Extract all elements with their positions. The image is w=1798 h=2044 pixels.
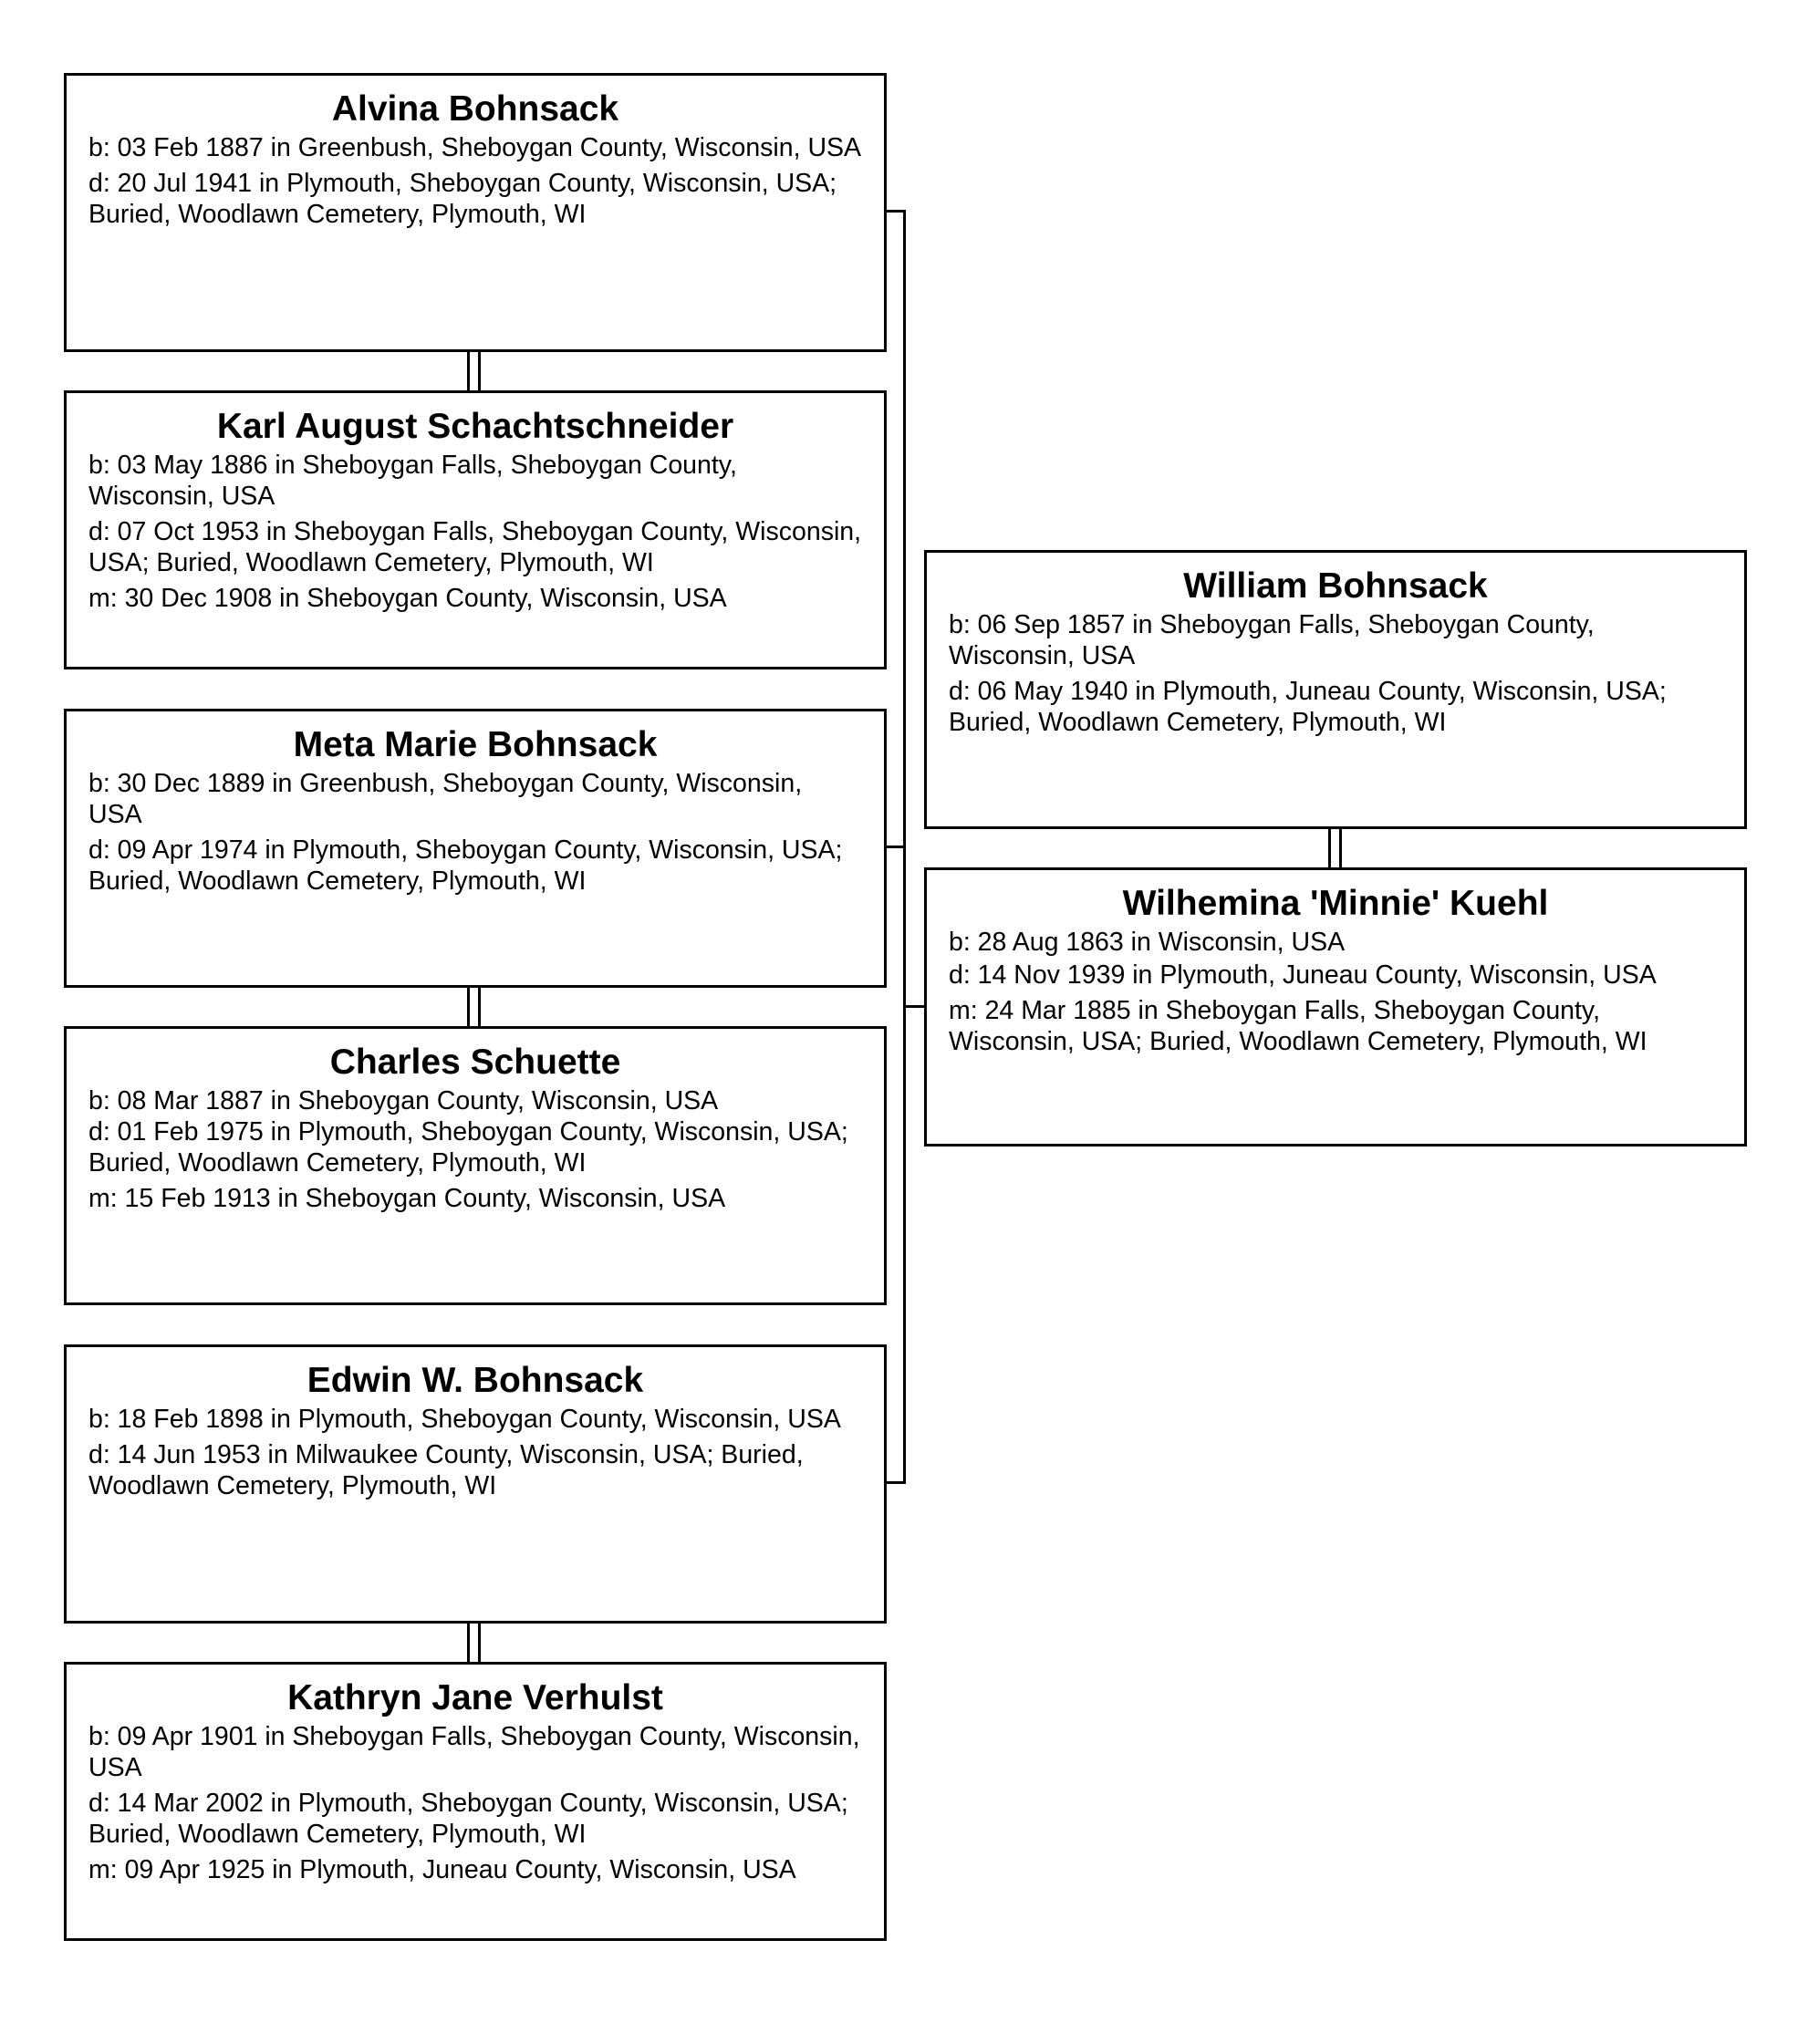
birth-info: b: 03 Feb 1887 in Greenbush, Sheboygan County, Wisconsin, USA <box>88 133 862 162</box>
sibling-bracket-tick-meta <box>885 846 906 848</box>
marriage-info: m: 09 Apr 1925 in Plymouth, Juneau County, Wisconsin, USA <box>88 1855 796 1884</box>
person-name: Alvina Bohnsack <box>331 89 619 129</box>
person-box-karl-august-schachtschneider[interactable] <box>64 390 887 669</box>
birth-info: b: 18 Feb 1898 in Plymouth, Sheboygan County, Wisconsin, USA <box>88 1405 841 1434</box>
death-info: d: 01 Feb 1975 in Plymouth, Sheboygan County, Wisconsin, USA; Buried, Woodlawn Cemetery, Plymouth, WI <box>88 1117 848 1178</box>
marriage-connector-alvina <box>478 349 481 390</box>
birth-info: b: 08 Mar 1887 in Sheboygan County, Wisconsin, USA <box>88 1086 719 1115</box>
parent-link-line <box>903 1005 926 1008</box>
person-name: William Bohnsack <box>1183 566 1488 606</box>
person-box-meta-marie-bohnsack[interactable] <box>64 709 887 988</box>
birth-info: b: 03 May 1886 in Sheboygan Falls, Sheboygan County, Wisconsin, USA <box>88 451 737 511</box>
person-box-charles-schuette[interactable] <box>64 1026 887 1305</box>
person-name: Charles Schuette <box>329 1043 621 1082</box>
birth-info: b: 09 Apr 1901 in Sheboygan Falls, Sheboygan County, Wisconsin, USA <box>88 1722 860 1782</box>
birth-info: b: 30 Dec 1889 in Greenbush, Sheboygan County, Wisconsin, USA <box>88 769 803 829</box>
death-info: d: 06 May 1940 in Plymouth, Juneau County, Wisconsin, USA; Buried, Woodlawn Cemetery, Plymouth, WI <box>949 677 1667 737</box>
person-name: Edwin W. Bohnsack <box>307 1361 644 1400</box>
marriage-info: m: 30 Dec 1908 in Sheboygan County, Wisconsin, USA <box>88 584 727 613</box>
person-box-william-bohnsack[interactable] <box>924 550 1747 829</box>
marriage-info: m: 15 Feb 1913 in Sheboygan County, Wisconsin, USA <box>88 1184 726 1213</box>
marriage-connector-meta <box>478 985 481 1026</box>
person-name: Kathryn Jane Verhulst <box>287 1678 663 1717</box>
person-name: Meta Marie Bohnsack <box>293 725 658 764</box>
marriage-connector-edwin <box>478 1621 481 1662</box>
death-info: d: 14 Mar 2002 in Plymouth, Sheboygan County, Wisconsin, USA; Buried, Woodlawn Cemetery, Plymouth, WI <box>88 1789 848 1849</box>
marriage-connector-meta <box>467 985 470 1026</box>
marriage-connector-alvina <box>467 349 470 390</box>
person-box-wilhemina-minnie-kuehl[interactable] <box>924 867 1747 1147</box>
death-info: d: 14 Nov 1939 in Plymouth, Juneau County, Wisconsin, USA <box>949 960 1657 990</box>
death-info: d: 07 Oct 1953 in Sheboygan Falls, Sheboygan County, Wisconsin, USA; Buried, Woodlawn Cemetery, Plymouth, WI <box>88 517 862 577</box>
marriage-connector-parents <box>1328 826 1331 867</box>
death-info: d: 14 Jun 1953 in Milwaukee County, Wisconsin, USA; Buried, Woodlawn Cemetery, Plymouth, WI <box>88 1440 804 1500</box>
marriage-connector-parents <box>1339 826 1342 867</box>
marriage-info: m: 24 Mar 1885 in Sheboygan Falls, Sheboygan County, Wisconsin, USA; Buried, Woodlawn Cemetery, Plymouth, WI <box>949 996 1647 1056</box>
marriage-connector-edwin <box>467 1621 470 1662</box>
sibling-bracket-tick-alvina <box>885 210 906 213</box>
person-name: Karl August Schachtschneider <box>216 407 734 446</box>
birth-info: b: 06 Sep 1857 in Sheboygan Falls, Sheboygan County, Wisconsin, USA <box>949 610 1595 670</box>
death-info: d: 20 Jul 1941 in Plymouth, Sheboygan County, Wisconsin, USA; Buried, Woodlawn Cemetery, Plymouth, WI <box>88 169 837 229</box>
death-info: d: 09 Apr 1974 in Plymouth, Sheboygan County, Wisconsin, USA; Buried, Woodlawn Cemetery, Plymouth, WI <box>88 835 843 896</box>
person-name: Wilhemina 'Minnie' Kuehl <box>1122 884 1549 923</box>
person-box-alvina-bohnsack[interactable] <box>64 73 887 352</box>
person-box-edwin-w-bohnsack[interactable] <box>64 1344 887 1624</box>
sibling-bracket-tick-edwin <box>885 1481 906 1484</box>
birth-info: b: 28 Aug 1863 in Wisconsin, USA <box>949 928 1346 957</box>
person-box-kathryn-jane-verhulst[interactable] <box>64 1662 887 1941</box>
